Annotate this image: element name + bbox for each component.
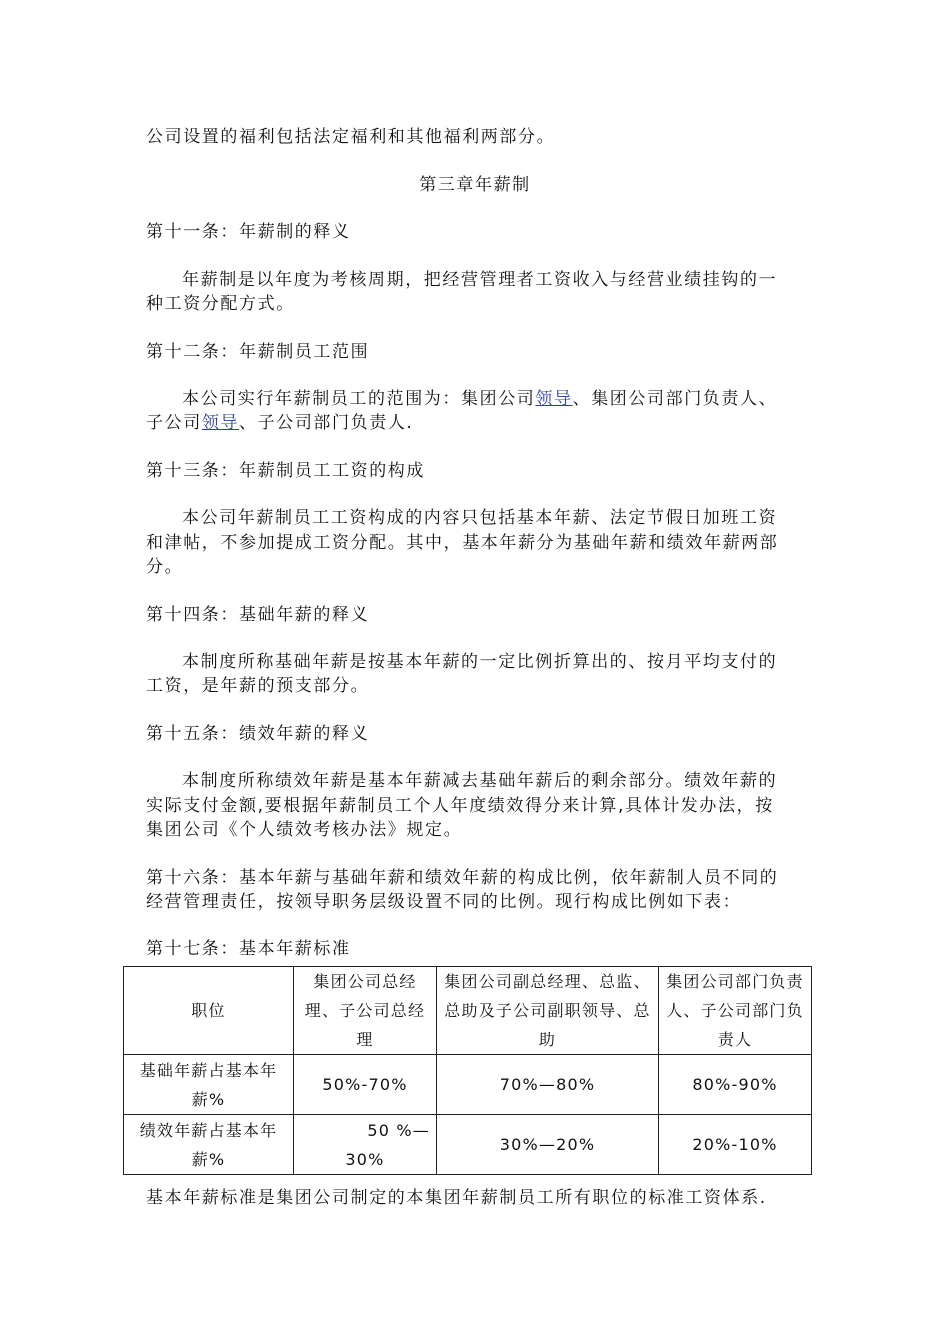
article-12-text: 子公司 xyxy=(146,413,202,433)
cell-value: 50%-70% xyxy=(294,1055,437,1115)
article-11-heading: 第十一条：年薪制的释义 xyxy=(146,222,351,242)
closing-paragraph: 基本年薪标准是集团公司制定的本集团年薪制员工所有职位的标准工资体系. xyxy=(146,1188,767,1208)
cell-value: 80%-90% xyxy=(659,1055,812,1115)
article-14-text-line: 工资，是年薪的预支部分。 xyxy=(146,676,370,696)
cell-value: 30%—20% xyxy=(437,1115,659,1175)
header-gm: 集团公司总经理、子公司总经理 xyxy=(294,967,437,1055)
article-16-text-line: 经营管理责任，按领导职务层级设置不同的比例。现行构成比例如下表： xyxy=(146,892,742,912)
article-17-heading: 第十七条：基本年薪标准 xyxy=(146,939,351,959)
article-12-text-line xyxy=(146,413,413,433)
header-dept-head: 集团公司部门负责人、子公司部门负责人 xyxy=(659,967,812,1055)
cell-value-part: 50 %— xyxy=(367,1120,430,1140)
article-12-text: 、子公司部门负责人. xyxy=(239,413,414,433)
row-label-performance-ratio: 绩效年薪占基本年薪% xyxy=(124,1115,294,1175)
article-14-text-line: 本制度所称基础年薪是按基本年薪的一定比例折算出的、按月平均支付的 xyxy=(182,652,778,672)
header-deputy-gm: 集团公司副总经理、总监、总助及子公司副职领导、总助 xyxy=(437,967,659,1055)
cell-value: 70%—80% xyxy=(437,1055,659,1115)
article-12-heading: 第十二条：年薪制员工范围 xyxy=(146,342,370,362)
table-row xyxy=(124,1115,812,1175)
header-position: 职位 xyxy=(124,967,294,1055)
article-15-text-line: 本制度所称绩效年薪是基本年薪减去基础年薪后的剩余部分。绩效年薪的 xyxy=(182,771,778,791)
cell-value-part: 30% xyxy=(345,1149,385,1169)
article-13-text-line: 本公司年薪制员工工资构成的内容只包括基本年薪、法定节假日加班工资 xyxy=(182,508,778,528)
article-12-text: 、集团公司部门负责人、 xyxy=(572,389,778,409)
article-13-text-line: 分。 xyxy=(146,557,184,577)
chapter-title: 第三章年薪制 xyxy=(419,175,531,195)
article-14-heading: 第十四条：基础年薪的释义 xyxy=(146,605,370,625)
article-11-text-line: 种工资分配方式。 xyxy=(146,294,295,314)
table-header-row xyxy=(124,967,812,1055)
article-12-text: 本公司实行年薪制员工的范围为：集团公司 xyxy=(182,389,536,409)
article-15-text-line: 集团公司《个人绩效考核办法》规定。 xyxy=(146,820,463,840)
intro-paragraph: 公司设置的福利包括法定福利和其他福利两部分。 xyxy=(146,127,556,147)
leader-link[interactable]: 领导 xyxy=(201,413,240,433)
cell-value: 20%-10% xyxy=(659,1115,812,1175)
base-salary-ratio-table xyxy=(123,966,812,1175)
article-13-text-line: 和津帖，不参加提成工资分配。其中，基本年薪分为基础年薪和绩效年薪两部 xyxy=(146,533,779,553)
article-12-text-line xyxy=(182,389,777,409)
article-15-text-line: 实际支付金额,要根据年薪制员工个人年度绩效得分来计算,具体计发办法，按 xyxy=(146,796,774,816)
article-15-heading: 第十五条：绩效年薪的释义 xyxy=(146,724,370,744)
row-label-base-ratio: 基础年薪占基本年薪% xyxy=(124,1055,294,1115)
cell-value xyxy=(294,1115,437,1175)
leader-link[interactable]: 领导 xyxy=(535,389,573,409)
table-row xyxy=(124,1055,812,1115)
article-11-text-line: 年薪制是以年度为考核周期，把经营管理者工资收入与经营业绩挂钩的一 xyxy=(182,270,778,290)
article-13-heading: 第十三条：年薪制员工工资的构成 xyxy=(146,461,425,481)
article-16-text-line: 第十六条：基本年薪与基础年薪和绩效年薪的构成比例，依年薪制人员不同的 xyxy=(146,868,779,888)
